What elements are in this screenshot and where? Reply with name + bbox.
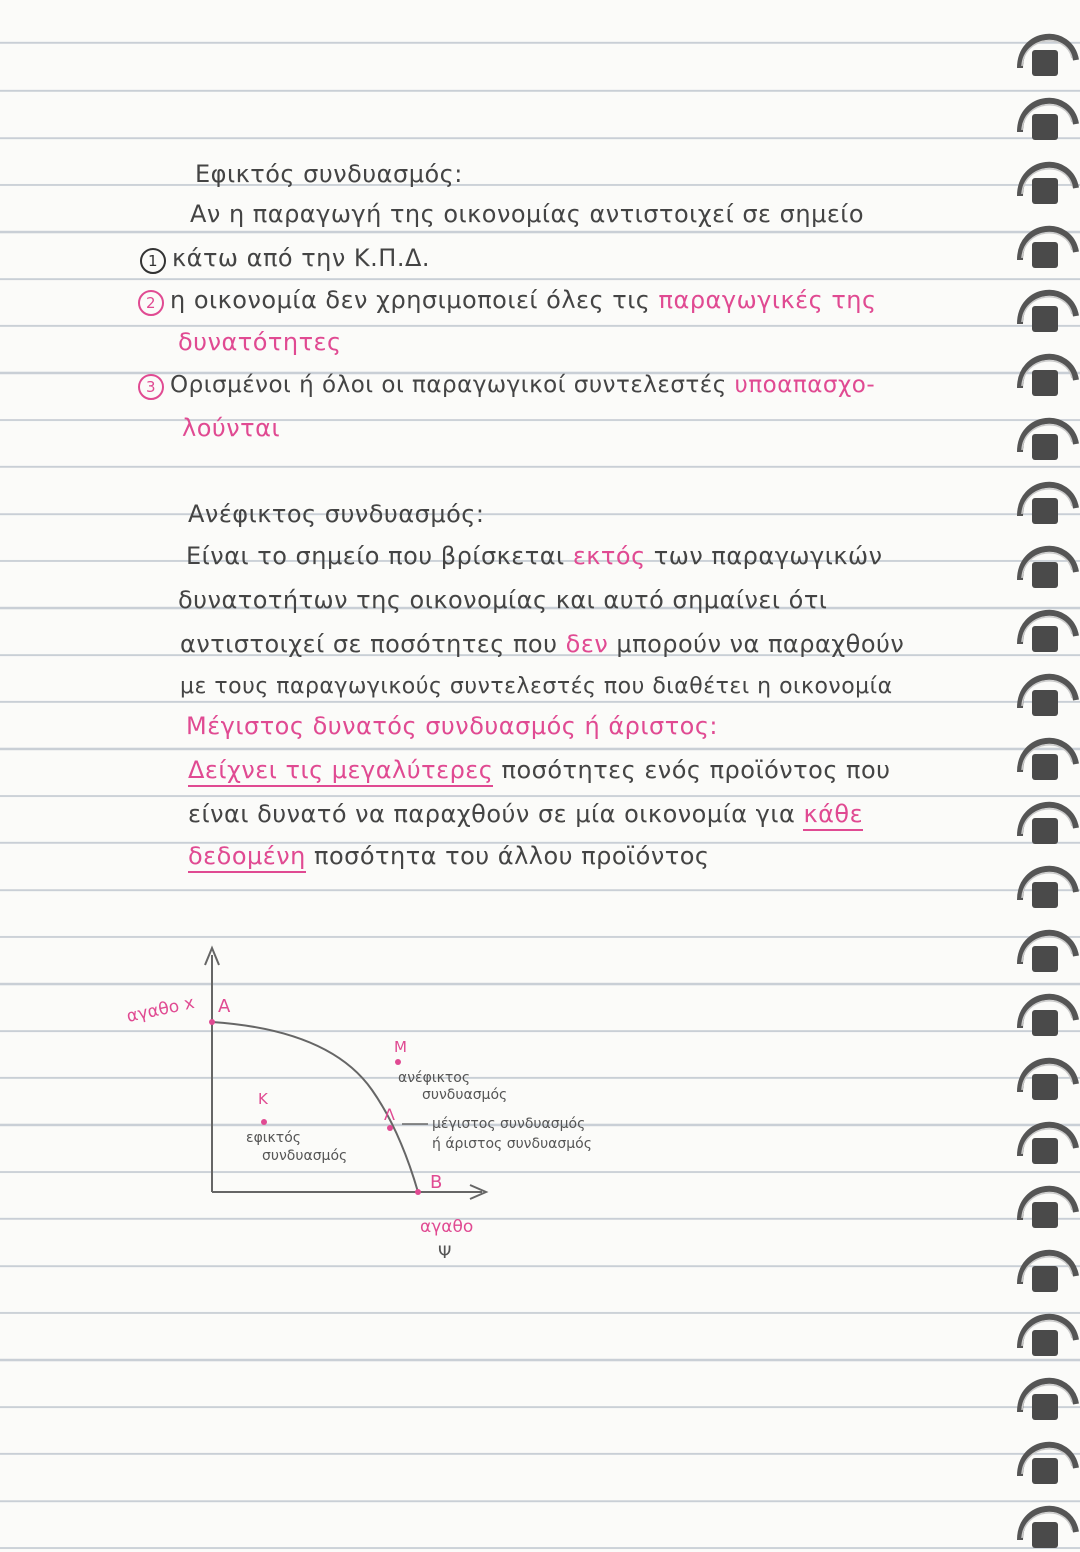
spiral-ring — [1020, 1189, 1076, 1228]
feasible-item-2-cont: δυνατότητες — [178, 328, 342, 356]
item-marker: 2 — [138, 290, 164, 316]
spiral-ring — [1020, 741, 1076, 780]
highlight-segment: δεδομένη — [188, 842, 306, 873]
spiral-ring — [1020, 229, 1076, 268]
point-lambda-label: Λ — [384, 1105, 395, 1124]
spiral-ring — [1020, 1509, 1076, 1548]
point-b-label: B — [430, 1172, 443, 1193]
heading-infeasible: Ανέφικτος συνδυασμός: — [188, 500, 485, 528]
spiral-ring — [1020, 805, 1076, 844]
item-marker: 3 — [138, 374, 164, 400]
highlight-segment: Δείχνει τις μεγαλύτερες — [188, 756, 493, 787]
point-a-label: A — [218, 996, 231, 1017]
spiral-ring — [1020, 293, 1076, 332]
point-k-label: K — [258, 1090, 268, 1108]
label-m-1: ανέφικτος — [398, 1070, 471, 1086]
spiral-ring — [1020, 421, 1076, 460]
text-segment: Είναι το σημείο που βρίσκεται — [186, 542, 565, 570]
spiral-ring — [1020, 1125, 1076, 1164]
item-marker: 1 — [140, 248, 166, 274]
x-axis-label-2: Ψ — [438, 1243, 452, 1263]
item-highlight: υποαπασχο- — [734, 372, 876, 398]
heading-maximum: Μέγιστος δυνατός συνδυασμός ή άριστος: — [186, 712, 719, 740]
text-segment: ποσότητες ενός προϊόντος που — [501, 756, 891, 784]
feasible-intro: Αν η παραγωγή της οικονομίας αντιστοιχεί σε σημείο — [190, 200, 865, 228]
highlight-segment: δεν — [565, 630, 609, 658]
text-segment: των παραγωγικών — [653, 542, 883, 570]
spiral-ring — [1020, 1445, 1076, 1484]
item-text: Ορισμένοι ή όλοι οι παραγωγικοί συντελεστές — [170, 372, 727, 398]
item-text: η οικονομία δεν χρησιμοποιεί όλες τις — [170, 286, 651, 314]
label-k-1: εφικτός — [246, 1130, 302, 1146]
feasible-item-3-cont: λούνται — [182, 414, 281, 442]
highlight-segment: εκτός — [572, 542, 646, 570]
spiral-ring — [1020, 357, 1076, 396]
item-highlight: παραγωγικές της — [658, 286, 877, 314]
spiral-ring — [1020, 165, 1076, 204]
point-m-label: M — [394, 1038, 407, 1056]
spiral-ring — [1020, 1253, 1076, 1292]
spiral-ring — [1020, 613, 1076, 652]
spiral-ring — [1020, 869, 1076, 908]
point-b-dot — [415, 1189, 421, 1195]
spiral-ring — [1020, 485, 1076, 524]
spiral-ring — [1020, 997, 1076, 1036]
spiral-binding — [1010, 0, 1080, 1552]
text-segment: μπορούν να παραχθούν — [616, 630, 905, 658]
spiral-ring — [1020, 1317, 1076, 1356]
spiral-ring — [1020, 1061, 1076, 1100]
item-text: κάτω από την Κ.Π.Δ. — [172, 244, 431, 272]
infeasible-line-2: δυνατοτήτων της οικονομίας και αυτό σημαίνει ότι — [178, 586, 828, 614]
text-segment: αντιστοιχεί σε ποσότητες που — [180, 630, 558, 658]
point-m-dot — [395, 1059, 401, 1065]
text-segment: είναι δυνατό να παραχθούν σε μία οικονομία για — [188, 800, 796, 828]
label-l-1: μέγιστος συνδυασμός — [432, 1116, 586, 1132]
highlight-segment: κάθε — [803, 800, 863, 831]
y-axis-label: αγαθο x — [124, 993, 197, 1027]
point-a-dot — [209, 1019, 215, 1025]
point-lambda-dot — [387, 1125, 393, 1131]
spiral-ring — [1020, 549, 1076, 588]
spiral-ring — [1020, 677, 1076, 716]
infeasible-line-4: με τους παραγωγικούς συντελεστές που διαθέτει η οικονομία — [180, 674, 893, 699]
spiral-ring — [1020, 933, 1076, 972]
point-k-dot — [261, 1119, 267, 1125]
spiral-ring — [1020, 101, 1076, 140]
x-axis-label-1: αγαθο — [420, 1217, 474, 1237]
spiral-ring — [1020, 1381, 1076, 1420]
label-l-2: ή άριστος συνδυασμός — [432, 1136, 592, 1152]
text-segment: ποσότητα του άλλου προϊόντος — [314, 842, 710, 870]
spiral-ring — [1020, 37, 1076, 76]
heading-feasible: Εφικτός συνδυασμός: — [195, 160, 463, 188]
label-m-2: συνδυασμός — [422, 1087, 508, 1103]
label-k-2: συνδυασμός — [262, 1148, 348, 1164]
